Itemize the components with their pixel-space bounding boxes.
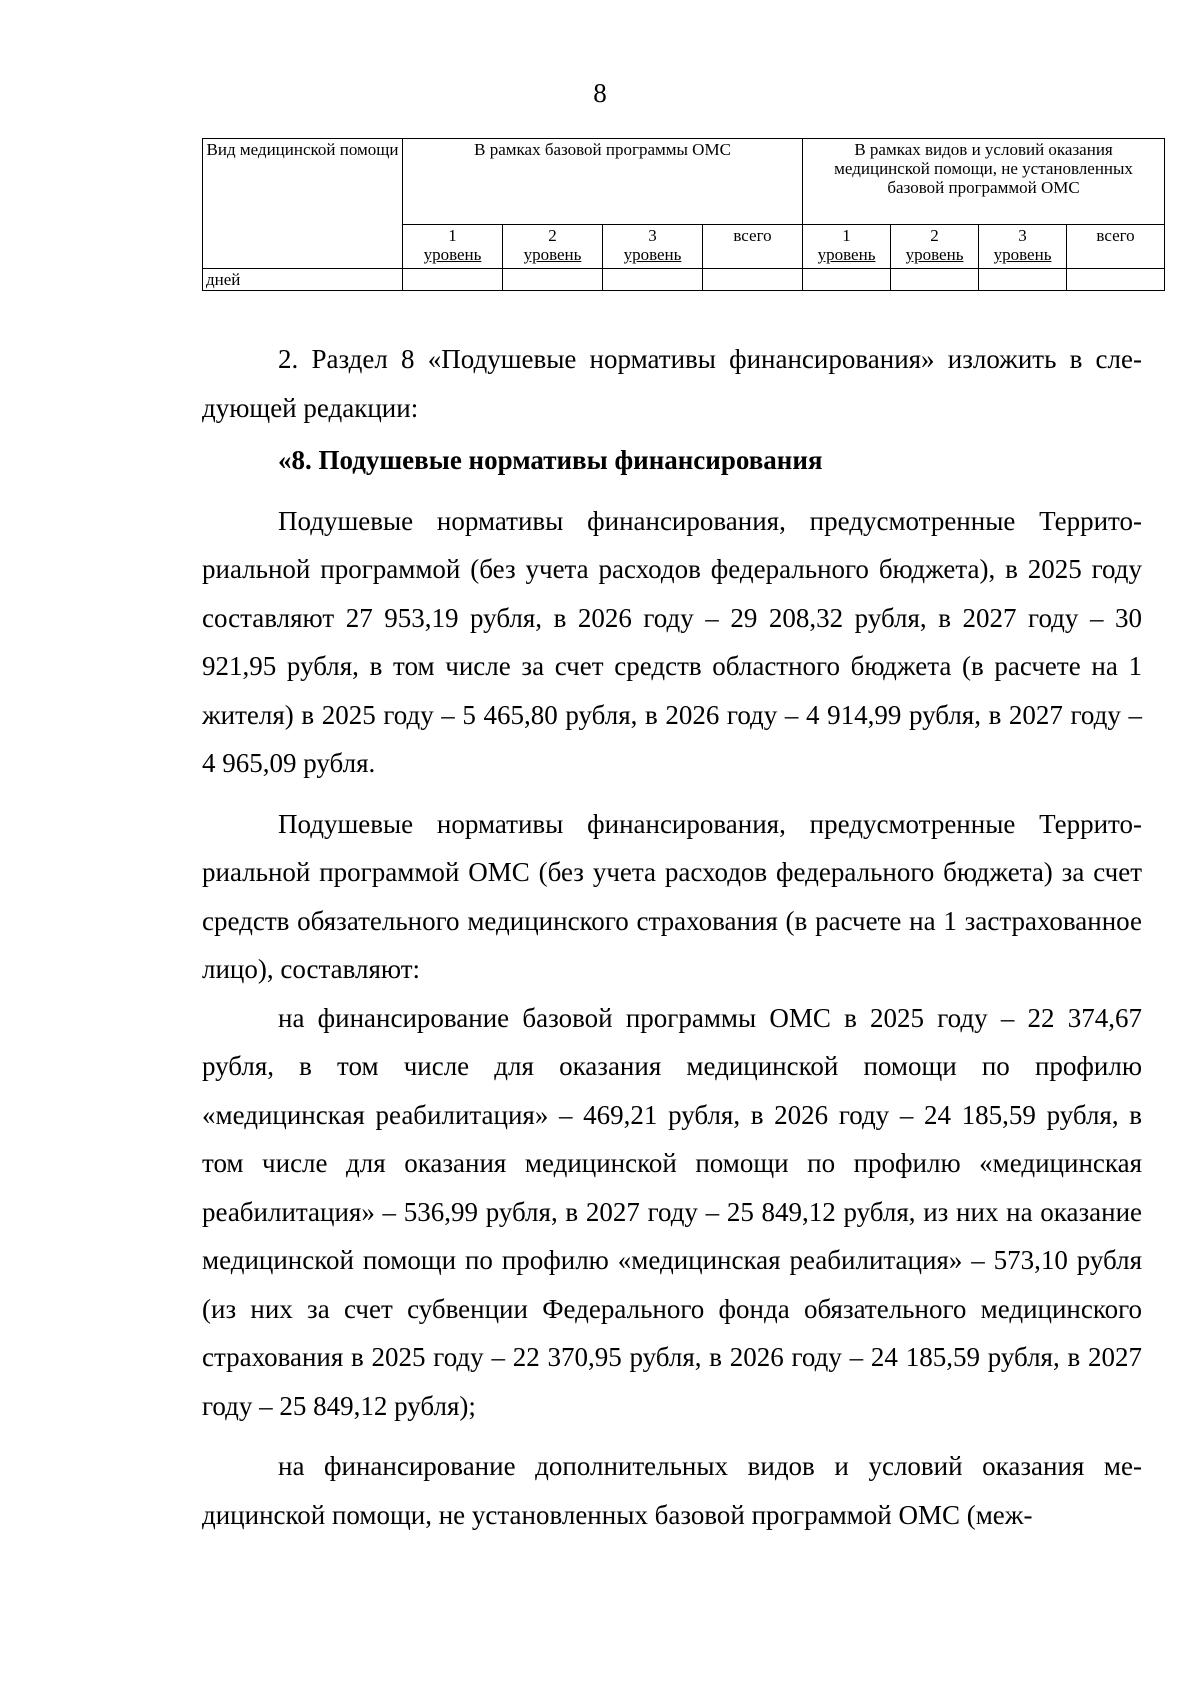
page-number: 8 xyxy=(593,78,607,108)
header-care-type: Вид медицинской помощи xyxy=(203,139,403,269)
level-number: 1 xyxy=(842,226,851,245)
paragraph-territorial-program: Подушевые нормативы финансирования, предусмотренные Территориальной программой (без учета расходов федерального бюджета), в 2025 году составляют 27 953,19 рубля, в 2026 году – 29 208,32 рубля, в 2027 году – 30 921,95 рубля, в том числе за счет средств областного бюджета (в расчете на 1 жителя) в 2025 году – 5 465,80 рубля, в 2026 году – 4 914,99 рубля, в 2027 году – 4 965,09 рубля. xyxy=(202,505,1142,778)
total-header: всего xyxy=(703,225,803,269)
empty-cell xyxy=(979,269,1067,291)
level-cell xyxy=(403,225,503,269)
header-additional-program: В рамках видов и условий оказания медицинской помощи, не установленных базовой программой ОМС xyxy=(803,139,1165,225)
care-levels-table xyxy=(202,138,1165,291)
empty-cell xyxy=(503,269,603,291)
paragraph-amendment: 2. Раздел 8 «Подушевые нормативы финансирования» изложить в следующей редакции: xyxy=(202,344,1142,423)
level-number: 2 xyxy=(930,226,939,245)
level-cell xyxy=(979,225,1067,269)
level-label: уровень xyxy=(423,245,482,264)
level-label: уровень xyxy=(623,245,682,264)
level-label: уровень xyxy=(905,245,964,264)
document-body xyxy=(202,335,1142,1539)
section-heading: «8. Подушевые нормативы финансирования xyxy=(278,445,823,475)
paragraph-basic-program-financing: на финансирование базовой программы ОМС в 2025 году – 22 374,67 рубля, в том числе для оказания медицинской помощи по профилю «медицинская реабилитация» – 469,21 рубля, в 2026 году – 24 185,59 рубля, в том числе для оказания медицинской помощи по профилю «медицинская реабилитация» – 536,99 рубля, в 2027 году – 25 849,12 рубля, из них на оказание медицинской помощи по профилю «медицинская реабилитация» – 573,10 рубля (из них за счет субвенции Федерального фонда обязательного медицинского страхования в 2025 году – 22 370,95 рубля, в 2026 году – 24 185,59 рубля, в 2027 году – 25 849,12 рубля); xyxy=(202,1002,1142,1421)
empty-cell xyxy=(603,269,703,291)
level-label: уровень xyxy=(523,245,582,264)
level-cell xyxy=(891,225,979,269)
paragraph-additional-financing: на финансирование дополнительных видов и условий оказания медицинской помощи, не установленных базовой программой ОМС (меж- xyxy=(202,1451,1142,1530)
row-label-days: дней xyxy=(203,269,403,291)
paragraph-oms-program: Подушевые нормативы финансирования, предусмотренные Территориальной программой ОМС (без учета расходов федерального бюджета) за счет средств обязательного медицинского страхования (в расчете на 1 застрахованное лицо), составляют: xyxy=(202,808,1142,984)
level-label: уровень xyxy=(817,245,876,264)
empty-cell xyxy=(1067,269,1165,291)
level-cell xyxy=(503,225,603,269)
level-label: уровень xyxy=(993,245,1052,264)
level-number: 1 xyxy=(448,226,457,245)
level-number: 3 xyxy=(648,226,657,245)
empty-cell xyxy=(891,269,979,291)
level-cell xyxy=(603,225,703,269)
level-cell xyxy=(803,225,891,269)
empty-cell xyxy=(703,269,803,291)
level-number: 2 xyxy=(548,226,557,245)
header-basic-program: В рамках базовой программы ОМС xyxy=(403,139,803,225)
empty-cell xyxy=(803,269,891,291)
level-number: 3 xyxy=(1018,226,1027,245)
empty-cell xyxy=(403,269,503,291)
total-header: всего xyxy=(1067,225,1165,269)
